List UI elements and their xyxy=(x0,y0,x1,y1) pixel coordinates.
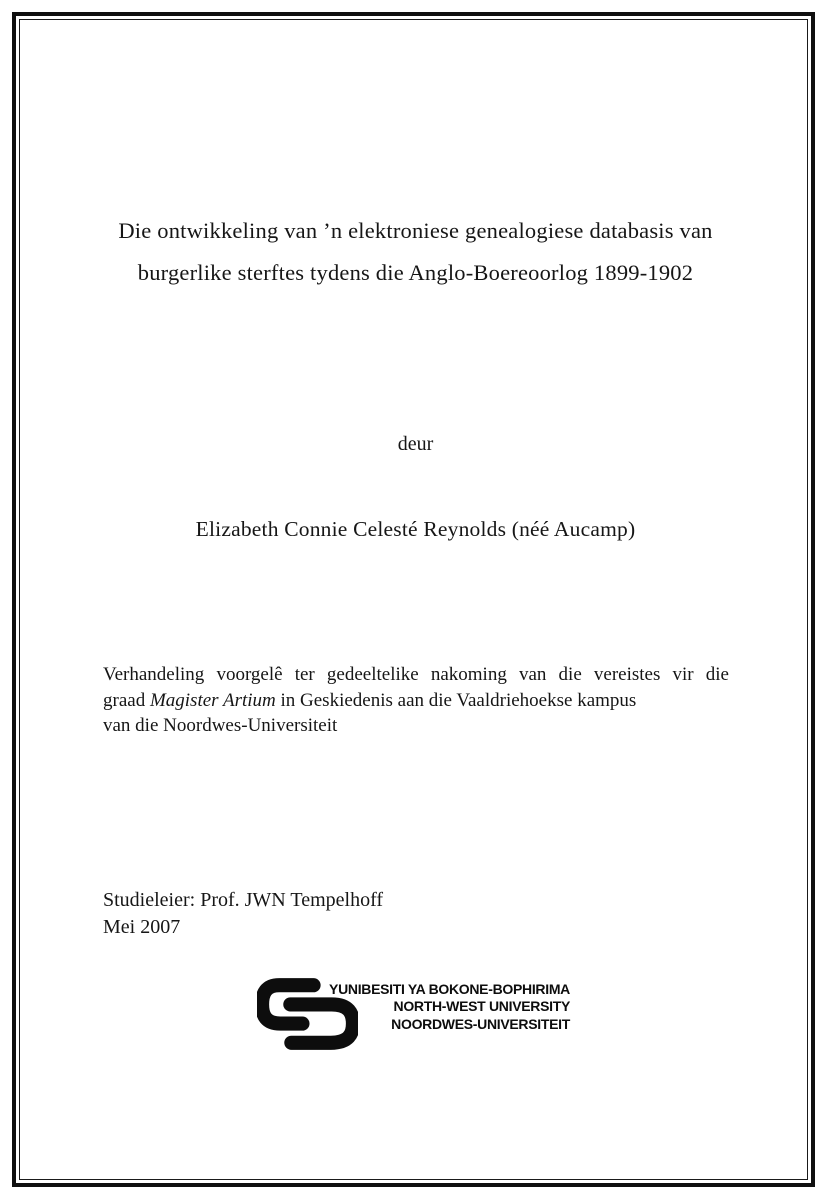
thesis-title-line1: Die ontwikkeling van ’n elektroniese genealogiese databasis van xyxy=(118,218,713,243)
supervisor-date-block xyxy=(103,887,383,941)
thesis-title xyxy=(40,210,791,294)
author-name: Elizabeth Connie Celesté Reynolds (néé Aucamp) xyxy=(195,517,636,541)
university-wordmark xyxy=(318,981,570,1033)
submission-line2-suffix: in Geskiedenis aan die Vaaldriehoekse kampus xyxy=(275,689,637,711)
submission-statement xyxy=(103,662,729,739)
byline-label: deur xyxy=(397,433,434,455)
submission-line1: Verhandeling voorgelê ter gedeeltelike nakoming van die vereistes vir die xyxy=(103,664,729,685)
wordmark-english: NORTH-WEST UNIVERSITY xyxy=(393,998,570,1015)
submission-line2 xyxy=(103,688,729,714)
thesis-title-line2: burgerlike sterftes tydens die Anglo-Boereoorlog 1899-1902 xyxy=(137,260,694,285)
date-line: Mei 2007 xyxy=(103,916,181,938)
wordmark-setswana: YUNIBESITI YA BOKONE-BOPHIRIMA xyxy=(329,981,570,997)
supervisor-line: Studieleier: Prof. JWN Tempelhoff xyxy=(103,889,384,911)
degree-name: Magister Artium xyxy=(149,689,276,711)
submission-line2-prefix: graad xyxy=(103,689,150,711)
wordmark-afrikaans: NOORDWES-UNIVERSITEIT xyxy=(391,1015,570,1032)
submission-line3: van die Noordwes-Universiteit xyxy=(103,715,338,736)
